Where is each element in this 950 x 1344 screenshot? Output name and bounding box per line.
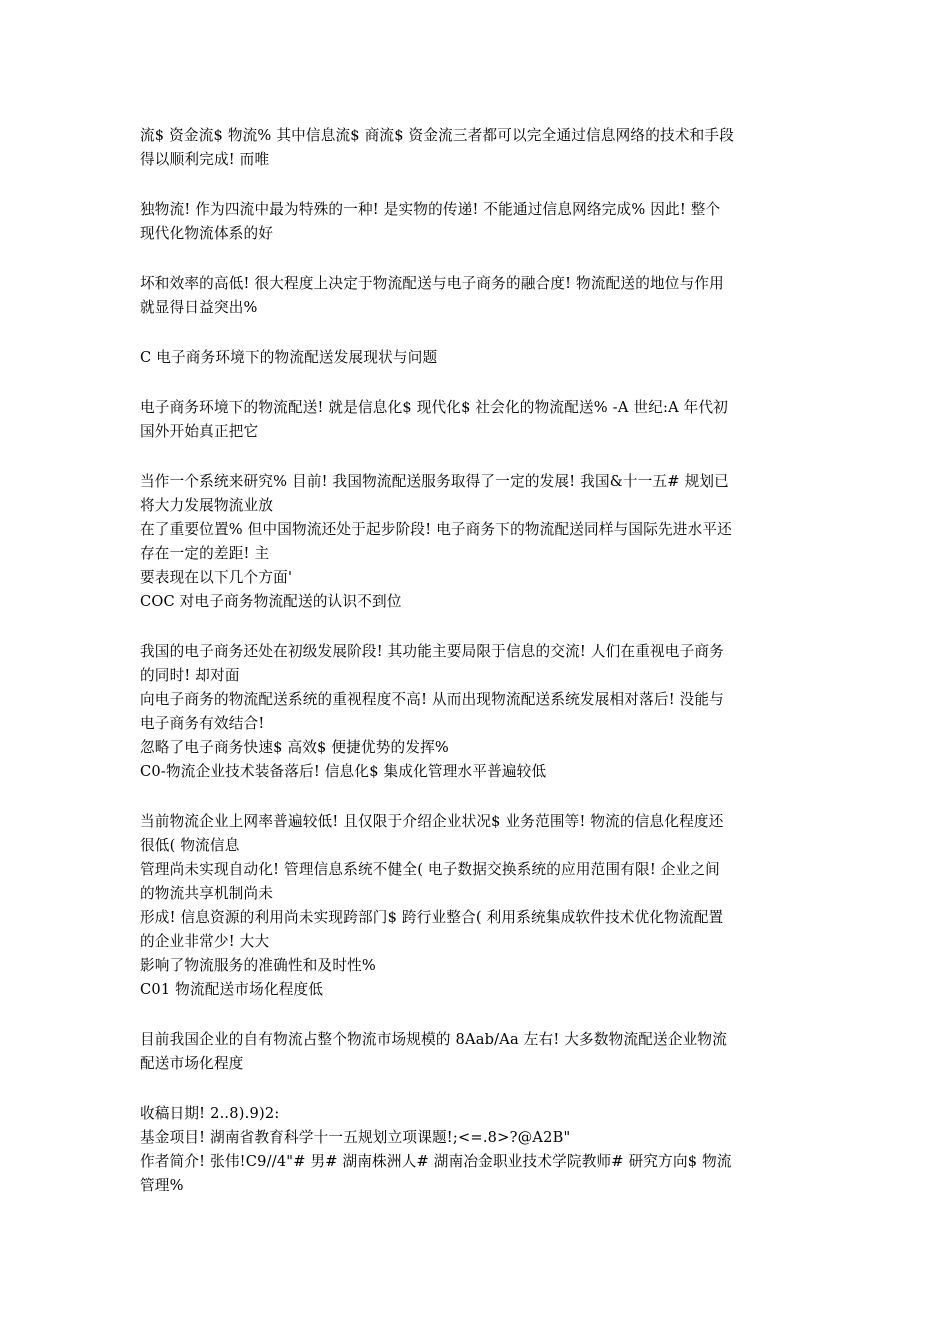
text-line: 就显得日益突出% (140, 299, 258, 316)
text-line: 影响了物流服务的准确性和及时性% (140, 957, 376, 974)
text-line: COC 对电子商务物流配送的认识不到位 (140, 593, 402, 610)
text-line: 电子商务有效结合! (140, 715, 265, 732)
text-line: 独物流! 作为四流中最为特殊的一种! 是实物的传递! 不能通过信息网络完成% 因此! 整个 (140, 201, 721, 218)
text-line: 管理% (140, 1177, 184, 1194)
document-body (140, 124, 815, 1198)
paragraph (140, 198, 815, 246)
text-line: 管理尚未实现自动化! 管理信息系统不健全( 电子数据交换系统的应用范围有限! 企业之间 (140, 861, 720, 878)
text-line: 我国的电子商务还处在初级发展阶段! 其功能主要局限于信息的交流! 人们在重视电子商务 (140, 643, 724, 660)
text-line: 存在一定的差距! 主 (140, 545, 270, 562)
text-line: 向电子商务的物流配送系统的重视程度不高! 从而出现物流配送系统发展相对落后! 没能与 (140, 691, 724, 708)
text-line: 将大力发展物流业放 (140, 497, 274, 514)
paragraph (140, 272, 815, 320)
text-line: 电子商务环境下的物流配送! 就是信息化$ 现代化$ 社会化的物流配送% -A 世纪:A 年代初 (140, 399, 729, 416)
paragraph (140, 1028, 815, 1076)
text-line: 的同时! 却对面 (140, 667, 240, 684)
paragraph (140, 396, 815, 444)
text-line: C0-物流企业技术装备落后! 信息化$ 集成化管理水平普遍较低 (140, 763, 547, 780)
text-line: 目前我国企业的自有物流占整个物流市场规模的 8Aab/Aa 左右! 大多数物流配送企业物流 (140, 1031, 727, 1048)
paragraph (140, 470, 815, 614)
text-line: 配送市场化程度 (140, 1055, 244, 1072)
text-line: 作者简介! 张伟!C9//4"# 男# 湖南株洲人# 湖南冶金职业技术学院教师# 研究方向$ 物流 (140, 1153, 732, 1170)
text-line: 收稿日期! 2..8).9)2: (140, 1105, 280, 1122)
paragraph (140, 346, 815, 370)
text-line: 很低( 物流信息 (140, 837, 240, 854)
text-line: 现代化物流体系的好 (140, 225, 274, 242)
text-line: 当作一个系统来研究% 目前! 我国物流配送服务取得了一定的发展! 我国&十一五# 规划已 (140, 473, 729, 490)
text-line: 要表现在以下几个方面' (140, 569, 293, 586)
paragraph (140, 810, 815, 1002)
text-line: 的物流共享机制尚未 (140, 885, 274, 902)
text-line: 基金项目! 湖南省教育科学十一五规划立项课题!;<=.8>?@A2B" (140, 1129, 571, 1146)
paragraph (140, 640, 815, 784)
text-line: 在了重要位置% 但中国物流还处于起步阶段! 电子商务下的物流配送同样与国际先进水平还 (140, 521, 732, 538)
text-line: 流$ 资金流$ 物流% 其中信息流$ 商流$ 资金流三者都可以完全通过信息网络的技术和手段 (140, 127, 734, 144)
text-line: 当前物流企业上网率普遍较低! 且仅限于介绍企业状况$ 业务范围等! 物流的信息化程度还 (140, 813, 724, 830)
text-line: 忽略了电子商务快速$ 高效$ 便捷优势的发挥% (140, 739, 450, 756)
text-line: 得以顺利完成! 而唯 (140, 151, 270, 168)
text-line: 形成! 信息资源的利用尚未实现跨部门$ 跨行业整合( 利用系统集成软件技术优化物流配置 (140, 909, 724, 926)
text-line: C 电子商务环境下的物流配送发展现状与问题 (140, 349, 438, 366)
text-line: 的企业非常少! 大大 (140, 933, 270, 950)
text-line: C01 物流配送市场化程度低 (140, 981, 324, 998)
text-line: 国外开始真正把它 (140, 423, 259, 440)
text-line: 坏和效率的高低! 很大程度上决定于物流配送与电子商务的融合度! 物流配送的地位与作用 (140, 275, 724, 292)
paragraph (140, 1102, 815, 1198)
paragraph (140, 124, 815, 172)
